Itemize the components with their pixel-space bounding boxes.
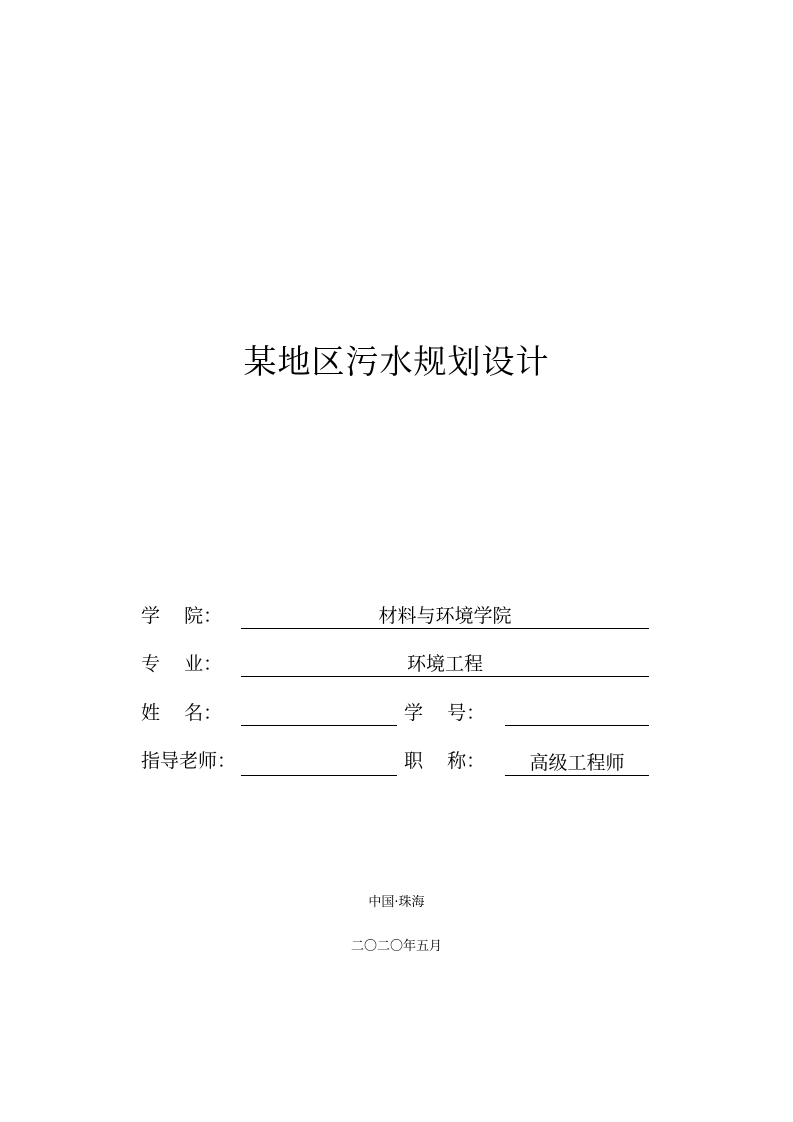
student-id-field [505, 701, 649, 726]
footer-location: 中国·珠海 [368, 895, 425, 910]
college-field: 材料与环境学院 [241, 604, 649, 629]
advisor-label: 指导老师： [141, 750, 237, 772]
title-rank-label: 职 称： [404, 750, 486, 772]
footer-date: 二〇二〇年五月 [350, 939, 442, 954]
name-field [241, 701, 397, 726]
college-label: 学 院： [141, 605, 223, 627]
student-id-label: 学 号： [404, 702, 486, 724]
name-label: 姓 名： [141, 702, 223, 724]
major-label: 专 业： [141, 653, 223, 675]
document-title: 某地区污水规划设计 [243, 342, 550, 381]
major-field: 环境工程 [241, 652, 649, 677]
title-rank-field: 高级工程师 [505, 751, 649, 776]
advisor-field [241, 751, 397, 776]
